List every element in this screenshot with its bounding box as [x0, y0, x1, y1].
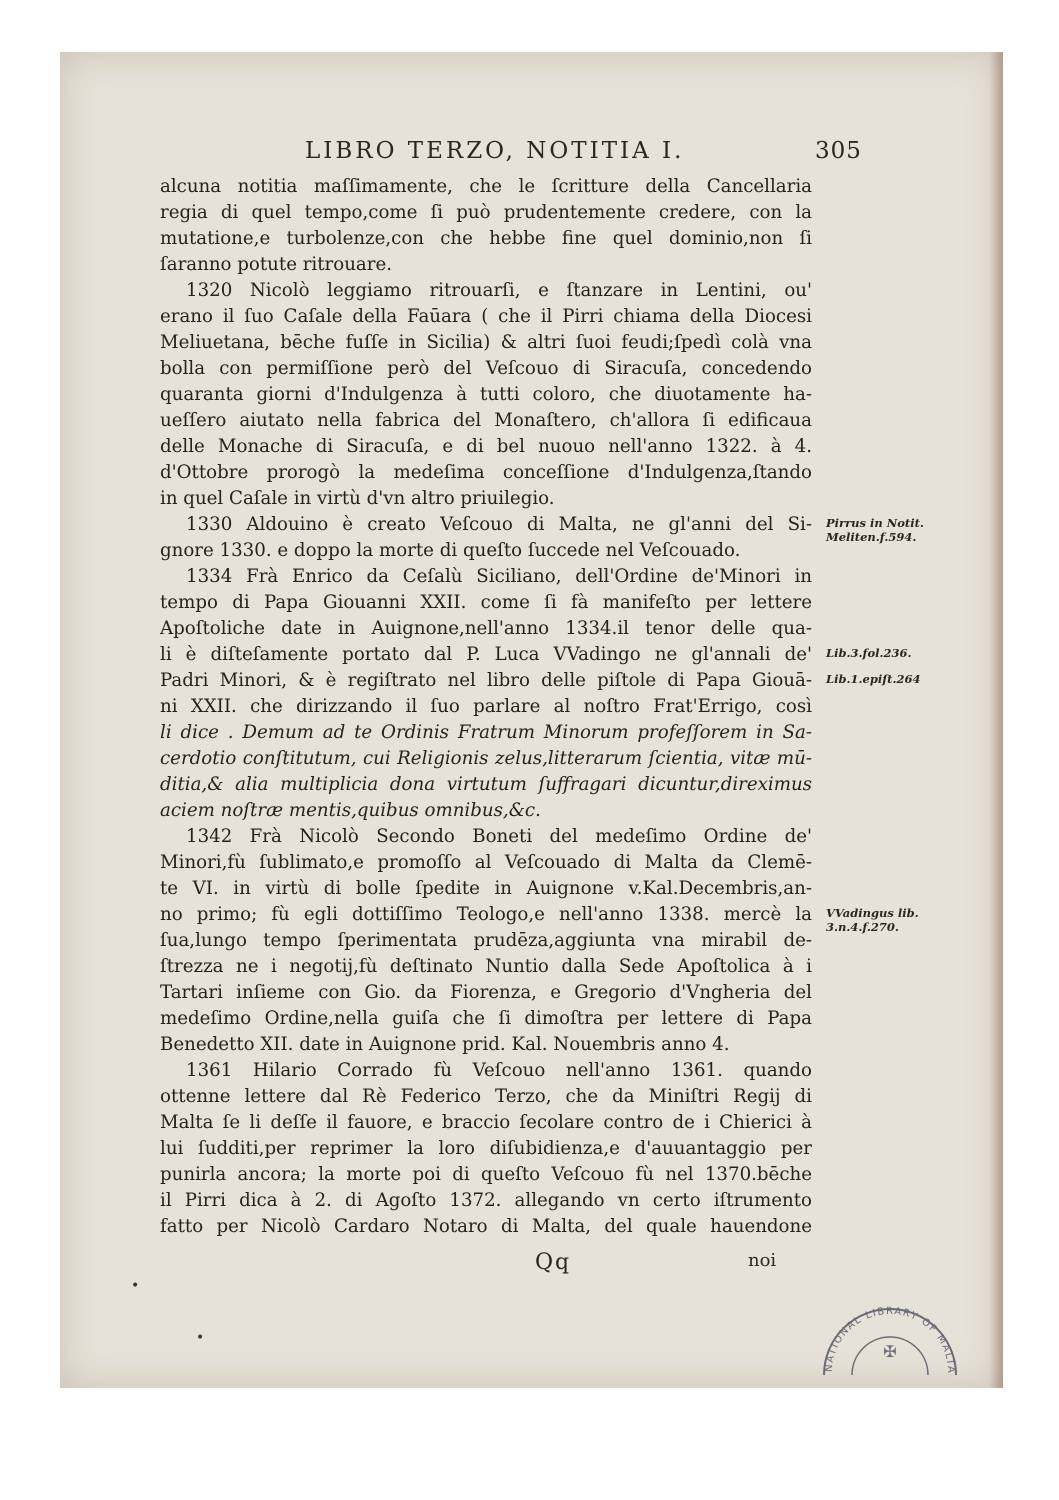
text-line: Minori,fù ſublimato,e promoſſo al Veſcouado di Malta da Clemē- — [160, 852, 812, 873]
svg-text:NATIONAL LIBRARY OF MALTA — [824, 1306, 956, 1374]
bullet-mark: • — [131, 1278, 140, 1294]
text-line: no primo; fù egli dottiſſimo Teologo,e nell'anno 1338. mercè la — [160, 904, 812, 925]
text-line: punirla ancora; la morte poi di queſto Veſcouo fù nel 1370.bēche — [160, 1164, 812, 1185]
text-line: alcuna notitia maſſimamente, che le ſcritture della Cancellaria — [160, 176, 812, 197]
text-line: Benedetto XII. date in Auignone prid. Kal. Nouembris anno 4. — [160, 1034, 730, 1055]
text-line: erano il ſuo Caſale della Faūara ( che il Pirri chiama della Diocesi — [160, 306, 812, 327]
text-line: 1334 Frà Enrico da Ceſalù Siciliano, dell'Ordine de'Minori in — [186, 566, 812, 587]
running-title: LIBRO TERZO, NOTITIA I. — [305, 138, 685, 164]
signature-mark: Qq — [535, 1250, 572, 1275]
bullet-mark: • — [196, 1330, 205, 1346]
text-line: ueſſero aiutato nella fabrica del Monaſtero, ch'allora ſi edificaua — [160, 410, 812, 431]
text-line: Padri Minori, & è regiſtrato nel libro delle piſtole di Papa Giouā- — [160, 670, 812, 691]
catchword: noi — [748, 1250, 777, 1271]
text-line: in quel Caſale in virtù d'vn altro priuilegio. — [160, 488, 555, 509]
text-line: mutatione,e turbolenze,con che hebbe fine quel dominio,non ſi — [160, 228, 812, 249]
text-line: quaranta giorni d'Indulgenza à tutti coloro, che diuotamente ha- — [160, 384, 812, 405]
text-line: gnore 1330. e doppo la morte di queſto ſuccede nel Veſcouado. — [160, 540, 741, 561]
text-line: ni XXII. che dirizzando il ſuo parlare al noſtro Frat'Errigo, così — [160, 696, 812, 717]
margin-note: Pirrus in Notit. Meliten.f.594. — [826, 516, 924, 544]
text-line: delle Monache di Siracuſa, e di bel nuouo nell'anno 1322. à 4. — [160, 436, 812, 457]
text-line: 1342 Frà Nicolò Secondo Boneti del medeſimo Ordine de' — [186, 826, 812, 847]
text-line: Malta ſe li deſſe il fauore, e braccio ſecolare contro de i Chierici à — [160, 1112, 812, 1133]
text-line: d'Ottobre prorogò la medeſima conceſſione d'Indulgenza,ſtando — [160, 462, 812, 483]
text-line: ditia,& alia multiplicia dona virtutum ſuffragari dicuntur,direximus — [160, 774, 812, 795]
text-line: regia di quel tempo,come ſi può prudentemente credere, con la — [160, 202, 812, 223]
text-line: 1320 Nicolò leggiamo ritrouarſi, e ſtanzare in Lentini, ou' — [186, 280, 812, 301]
library-stamp — [812, 1277, 962, 1375]
text-line: ſaranno potute ritrouare. — [160, 254, 392, 275]
text-line: bolla con permiſſione però del Veſcouo di Siracuſa, concedendo — [160, 358, 812, 379]
text-line: ſua,lungo tempo ſperimentata prudēza,aggiunta vna mirabil de- — [160, 930, 812, 951]
text-line: Tartari inſieme con Gio. da Fiorenza, e Gregorio d'Vngheria del — [160, 982, 812, 1003]
text-line: il Pirri dica à 2. di Agoſto 1372. allegando vn certo iſtrumento — [160, 1190, 812, 1211]
text-line: te VI. in virtù di bolle ſpedite in Auignone v.Kal.Decembris,an- — [160, 878, 812, 899]
text-line: 1330 Aldouino è creato Veſcouo di Malta, ne gl'anni del Si- — [186, 514, 812, 535]
text-line: 1361 Hilario Corrado fù Veſcouo nell'anno 1361. quando — [186, 1060, 812, 1081]
text-line: ſtrezza ne i negotij,fù deſtinato Nuntio dalla Sede Apoſtolica à i — [160, 956, 812, 977]
stamp-cross-icon: ✠ — [883, 1342, 897, 1361]
text-line: lui ſudditi,per reprimer la loro diſubidienza,e d'auuantaggio per — [160, 1138, 812, 1159]
text-line: cerdotio conſtitutum, cui Religionis zelus,litterarum ſcientia, vitæ mū- — [160, 748, 812, 769]
text-line: li dice . Demum ad te Ordinis Fratrum Minorum profeſſorem in Sa- — [160, 722, 812, 743]
margin-note: Lib.3.fol.236. — [826, 646, 912, 660]
text-line: ottenne lettere dal Rè Federico Terzo, che da Miniſtri Regij di — [160, 1086, 812, 1107]
margin-note: VVadingus lib. 3.n.4.f.270. — [826, 906, 919, 934]
margin-note: Lib.1.epiſt.264 — [826, 672, 921, 686]
page-number: 305 — [815, 138, 862, 164]
text-line: Meliuetana, bēche fuſſe in Sicilia) & altri ſuoi feudi;ſpedì colà vna — [160, 332, 812, 353]
stamp-text: NATIONAL LIBRARY OF MALTA — [823, 1305, 957, 1375]
text-line: medeſimo Ordine,nella guiſa che ſi dimoſtra per lettere di Papa — [160, 1008, 812, 1029]
text-line: li è diſteſamente portato dal P. Luca VVadingo ne gl'annali de' — [160, 644, 812, 665]
text-line: aciem noſtræ mentis,quibus omnibus,&c. — [160, 800, 541, 821]
text-line: Apoſtoliche date in Auignone,nell'anno 1334.il tenor delle qua- — [160, 618, 812, 639]
text-line: tempo di Papa Giouanni XXII. come ſi fà manifeſto per lettere — [160, 592, 812, 613]
text-line: fatto per Nicolò Cardaro Notaro di Malta, del quale hauendone — [160, 1216, 812, 1237]
